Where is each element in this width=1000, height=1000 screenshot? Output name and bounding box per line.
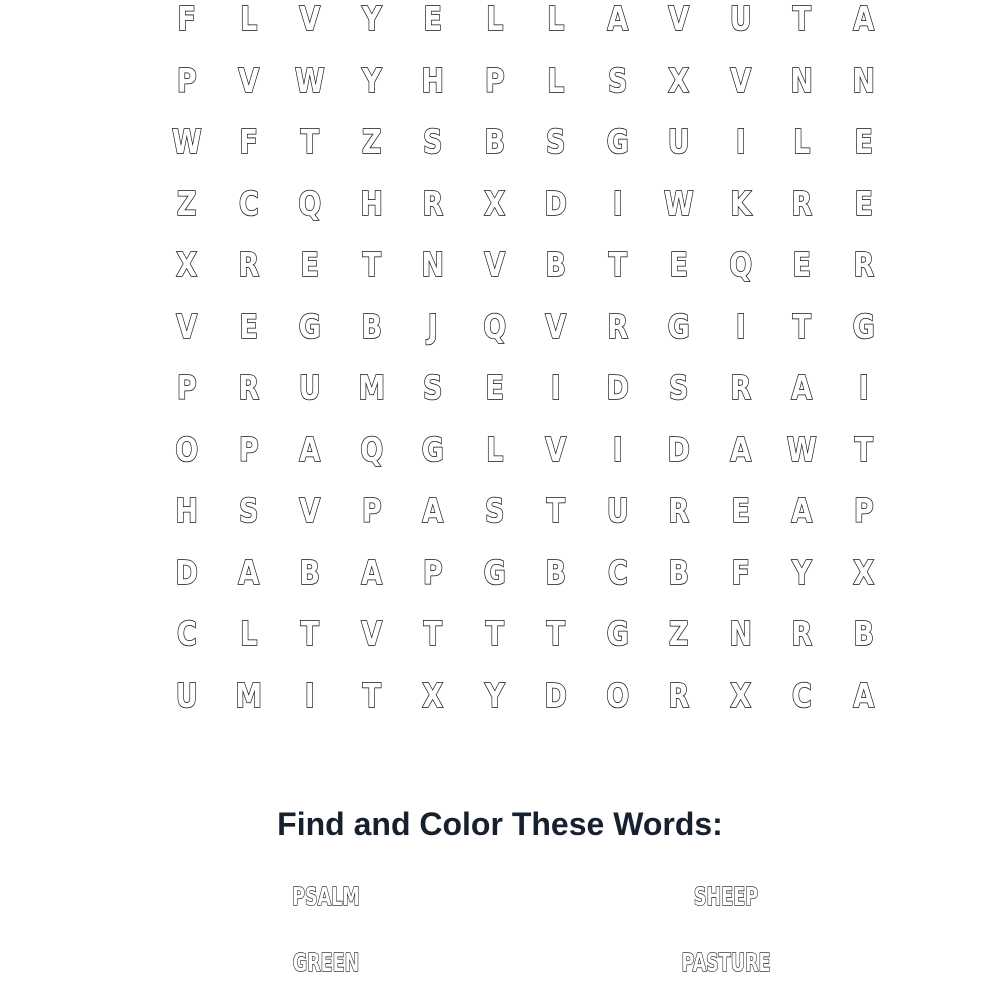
grid-letter: S xyxy=(238,491,259,531)
grid-letter: O xyxy=(605,675,629,715)
grid-letter: U xyxy=(667,122,690,162)
grid-letter: V xyxy=(668,0,690,39)
grid-letter: A xyxy=(237,552,259,592)
grid-letter: I xyxy=(550,368,561,408)
grid-letter: T xyxy=(485,614,504,654)
grid-letter: E xyxy=(730,491,750,531)
grid-letter: H xyxy=(359,183,383,223)
grid-letter: G xyxy=(667,306,690,346)
grid-letter: P xyxy=(238,429,259,469)
grid-letter: P xyxy=(361,491,382,531)
grid-letter: D xyxy=(544,183,567,223)
grid-letter: V xyxy=(237,60,259,100)
grid-letter: A xyxy=(791,491,813,531)
grid-letter: D xyxy=(544,675,567,715)
grid-letter: C xyxy=(607,552,628,592)
word-psalm: PSALM xyxy=(292,882,360,911)
grid-letter: Y xyxy=(361,0,382,39)
grid-letter: L xyxy=(485,0,503,39)
grid-letter: G xyxy=(852,306,875,346)
grid-letter: S xyxy=(545,122,566,162)
grid-letter: S xyxy=(484,491,505,531)
grid-letter: F xyxy=(177,0,196,39)
grid-letter: L xyxy=(239,0,257,39)
grid-letter: T xyxy=(546,491,565,531)
grid-letter: X xyxy=(852,552,874,592)
grid-letter: A xyxy=(422,491,444,531)
grid-letter: H xyxy=(175,491,199,531)
grid-letter: R xyxy=(422,183,444,223)
grid-letter: P xyxy=(484,60,505,100)
grid-letter: P xyxy=(853,491,874,531)
grid-letter: T xyxy=(300,614,319,654)
grid-letter: I xyxy=(304,675,315,715)
grid-letter: V xyxy=(545,306,567,346)
grid-letter: E xyxy=(669,245,688,285)
word-pasture: PASTURE xyxy=(681,948,771,977)
grid-letter: T xyxy=(792,306,811,346)
grid-letter: W xyxy=(294,60,325,100)
word-sheep: SHEEP xyxy=(693,882,759,911)
grid-letter: I xyxy=(612,183,623,223)
grid-letter: D xyxy=(606,368,629,408)
grid-letter: P xyxy=(176,60,197,100)
grid-letter: V xyxy=(360,614,382,654)
grid-letter: E xyxy=(853,183,873,223)
grid-letter: A xyxy=(360,552,382,592)
grid-letter: R xyxy=(606,306,628,346)
grid-letter: I xyxy=(735,122,746,162)
grid-letter: T xyxy=(792,0,811,39)
grid-letter: V xyxy=(299,0,321,39)
grid-letter: X xyxy=(729,675,751,715)
grid-letter: T xyxy=(423,614,442,654)
grid-letter: E xyxy=(300,245,319,285)
grid-letter: L xyxy=(239,614,257,654)
grid-letter: N xyxy=(728,614,752,654)
grid-letter: Z xyxy=(176,183,197,223)
grid-letter: E xyxy=(484,368,504,408)
grid-letter: L xyxy=(547,0,565,39)
grid-letter: U xyxy=(606,491,629,531)
grid-letter: W xyxy=(663,183,694,223)
grid-letter: A xyxy=(606,0,628,39)
word-list-heading: Find and Color These Words: xyxy=(277,806,723,842)
grid-letter: G xyxy=(483,552,506,592)
grid-letter: B xyxy=(852,614,874,654)
grid-letter: N xyxy=(851,60,875,100)
grid-letter: D xyxy=(175,552,198,592)
grid-letter: V xyxy=(483,245,505,285)
grid-letter: A xyxy=(852,675,874,715)
grid-letter: F xyxy=(730,552,750,592)
grid-letter: S xyxy=(668,368,689,408)
grid-letter: G xyxy=(606,614,629,654)
grid-letter: W xyxy=(171,122,202,162)
grid-letter: S xyxy=(422,368,443,408)
grid-letter: V xyxy=(176,306,198,346)
grid-letter: Z xyxy=(361,122,382,162)
grid-letter: T xyxy=(854,429,873,469)
grid-letter: I xyxy=(612,429,623,469)
grid-letter: E xyxy=(853,122,873,162)
grid-letter: R xyxy=(237,368,259,408)
grid-letter: Y xyxy=(791,552,812,592)
grid-letter: R xyxy=(791,614,813,654)
grid-letter: G xyxy=(421,429,444,469)
grid-letter: M xyxy=(357,368,385,408)
grid-letter: T xyxy=(362,675,381,715)
grid-letter: P xyxy=(422,552,443,592)
grid-letter: L xyxy=(547,60,565,100)
grid-letter: I xyxy=(735,306,746,346)
grid-letter: L xyxy=(793,122,811,162)
grid-letter: C xyxy=(176,614,197,654)
grid-letter: M xyxy=(234,675,262,715)
grid-letter: R xyxy=(668,491,690,531)
grid-letter: Q xyxy=(359,429,383,469)
grid-letter: N xyxy=(790,60,814,100)
grid-letter: T xyxy=(362,245,381,285)
grid-letter: R xyxy=(237,245,259,285)
grid-letter: B xyxy=(545,245,567,285)
grid-letter: G xyxy=(606,122,629,162)
grid-letter: V xyxy=(299,491,321,531)
grid-letter: X xyxy=(422,675,444,715)
grid-letter: D xyxy=(667,429,690,469)
grid-letter: L xyxy=(485,429,503,469)
grid-letter: T xyxy=(300,122,319,162)
grid-letter: K xyxy=(729,183,751,223)
grid-letter: V xyxy=(545,429,567,469)
grid-letter: Q xyxy=(482,306,506,346)
grid-letter: R xyxy=(791,183,813,223)
grid-letter: U xyxy=(298,368,321,408)
grid-letter: T xyxy=(608,245,627,285)
grid-letter: H xyxy=(421,60,445,100)
grid-letter: T xyxy=(546,614,565,654)
grid-letter: B xyxy=(668,552,690,592)
grid-letter: B xyxy=(360,306,382,346)
grid-letter: E xyxy=(792,245,811,285)
grid-letter: V xyxy=(729,60,751,100)
grid-letter: X xyxy=(668,60,690,100)
grid-letter: C xyxy=(791,675,812,715)
grid-letter: W xyxy=(786,429,817,469)
grid-letter: G xyxy=(298,306,321,346)
grid-letter: A xyxy=(852,0,874,39)
grid-letter: X xyxy=(176,245,198,285)
grid-letter: S xyxy=(607,60,628,100)
grid-letter: E xyxy=(423,0,442,39)
grid-letter: N xyxy=(421,245,445,285)
grid-letter: Z xyxy=(668,614,689,654)
grid-letter: Q xyxy=(298,183,322,223)
grid-letter: S xyxy=(422,122,443,162)
grid-letter: J xyxy=(427,306,438,346)
grid-letter: U xyxy=(175,675,198,715)
grid-letter: I xyxy=(858,368,869,408)
word-green: GREEN xyxy=(292,948,360,977)
grid-letter: E xyxy=(238,306,258,346)
grid-letter: A xyxy=(729,429,751,469)
grid-letter: U xyxy=(729,0,752,39)
grid-letter: R xyxy=(852,245,874,285)
grid-letter: R xyxy=(668,675,690,715)
grid-letter: Q xyxy=(728,245,752,285)
grid-letter: Y xyxy=(361,60,382,100)
grid-letter: B xyxy=(483,122,505,162)
grid-letter: R xyxy=(729,368,751,408)
grid-letter: C xyxy=(238,183,259,223)
letter-grid xyxy=(156,0,894,726)
grid-letter: B xyxy=(545,552,567,592)
grid-letter: A xyxy=(791,368,813,408)
grid-letter: F xyxy=(238,122,258,162)
grid-letter: Y xyxy=(484,675,505,715)
grid-letter: O xyxy=(175,429,199,469)
grid-letter: X xyxy=(483,183,505,223)
grid-letter: A xyxy=(299,429,321,469)
grid-letter: B xyxy=(299,552,321,592)
grid-letter: P xyxy=(176,368,197,408)
